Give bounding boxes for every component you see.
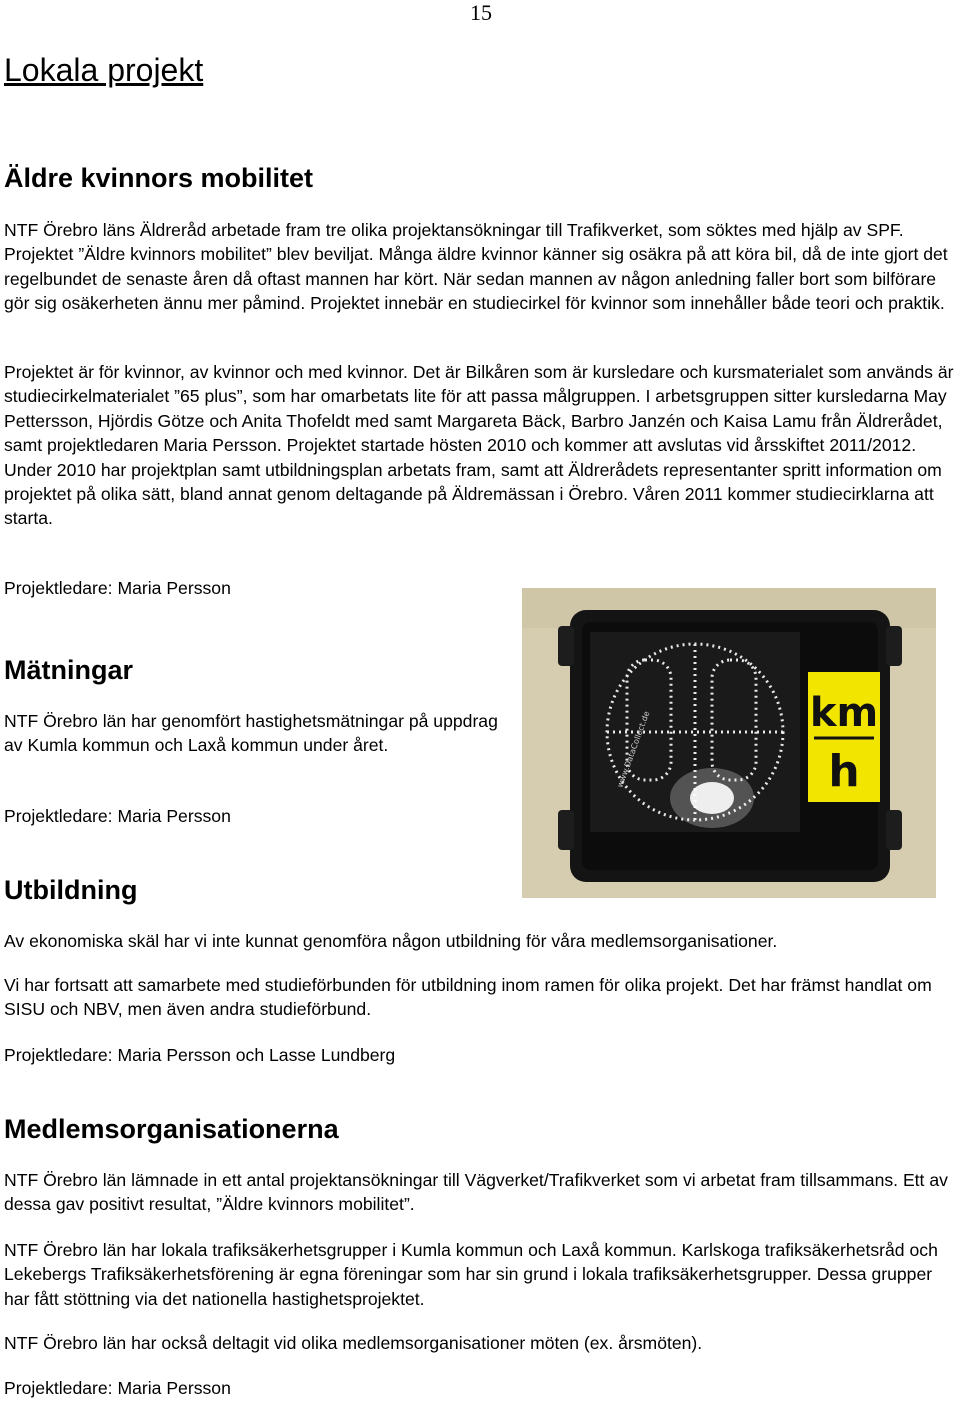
page-number: 15 bbox=[470, 0, 492, 25]
speed-sign-image bbox=[522, 588, 936, 898]
paragraph: Av ekonomiska skäl har vi inte kunnat genomföra någon utbildning för våra medlemsorganisationer. bbox=[4, 931, 778, 951]
speed-display-photo bbox=[522, 588, 936, 898]
svg-text:www.DataCollect.de: www.DataCollect.de bbox=[615, 709, 652, 789]
paragraph: NTF Örebro län lämnade in ett antal projektansökningar till Vägverket/Trafikverket som vi arbetat fram tillsammans. Ett av dessa gav positivt resultat, ”Äldre kvinnors mobilitet”. bbox=[4, 1170, 948, 1215]
page-title: Lokala projekt bbox=[4, 52, 204, 88]
paragraph: Vi har fortsatt att samarbete med studieförbunden för utbildning inom ramen för olika projekt. Det har främst handlat om SISU och NBV, men även andra studieförbund. bbox=[4, 975, 932, 1020]
project-leader: Projektledare: Maria Persson och Lasse Lundberg bbox=[4, 1045, 396, 1065]
paragraph: NTF Örebro län har genomfört hastighetsmätningar på uppdrag av Kumla kommun och Laxå kommun under året. bbox=[4, 711, 498, 756]
project-leader: Projektledare: Maria Persson bbox=[4, 1378, 231, 1398]
section-heading-aldre: Äldre kvinnors mobilitet bbox=[4, 163, 314, 193]
section-heading-medlem: Medlemsorganisationerna bbox=[4, 1114, 339, 1144]
paragraph: NTF Örebro läns Äldreråd arbetade fram tre olika projektansökningar till Trafikverket, som söktes med hjälp av SPF. Projektet ”Äldre kvinnors mobilitet” blev beviljat. Många äldre kvinnor känner sig osäkra på att köra bil, då de inte gjort det regelbundet de senaste åren då oftast mannen har kört. När sedan mannen av någon anledning faller bort som bilförare gör sig osäkerheten ännu mer påmind. Projektet innebär en studiecirkel för kvinnor som innehåller både teori och praktik. bbox=[4, 220, 948, 314]
paragraph: NTF Örebro län har också deltagit vid olika medlemsorganisationer möten (ex. årsmöten). bbox=[4, 1333, 703, 1353]
project-leader: Projektledare: Maria Persson bbox=[4, 806, 231, 826]
project-leader: Projektledare: Maria Persson bbox=[4, 578, 231, 598]
sign-h-text: h bbox=[828, 746, 860, 797]
paragraph: NTF Örebro län har lokala trafiksäkerhetsgrupper i Kumla kommun och Laxå kommun. Karlskoga trafiksäkerhetsråd och Lekebergs Trafiksäkerhetsförening är egna föreningar som har sin grund i lokala trafiksäkerhetsgrupper. Dessa grupper har fått stöttning via det nationella hastighetsprojektet. bbox=[4, 1240, 938, 1309]
section-heading-matningar: Mätningar bbox=[4, 655, 134, 685]
section-heading-utbildning: Utbildning bbox=[4, 875, 138, 905]
sign-km-text: km bbox=[809, 690, 879, 736]
paragraph: Projektet är för kvinnor, av kvinnor och med kvinnor. Det är Bilkåren som är kursledare och kursmaterialet som används är studiecirkelmaterialet ”65 plus”, som har omarbetats lite för att passa målgruppen. I arbetsgruppen sitter kursledarna May Pettersson, Hjördis Götze och Anita Thofeldt med samt Margareta Bäck, Barbro Janzén och Kaisa Lamu från Äldrerådet, samt projektledaren Maria Persson. Projektet startade hösten 2010 och kommer att avslutas vid årsskiftet 2011/2012. Under 2010 har projektplan samt utbildningsplan arbetats fram, samt att Äldrerådets representanter spritt information om projektet på olika sätt, bland annat genom deltagande på Äldremässan i Örebro. Våren 2011 kommer studiecirklarna att starta. bbox=[4, 362, 954, 529]
